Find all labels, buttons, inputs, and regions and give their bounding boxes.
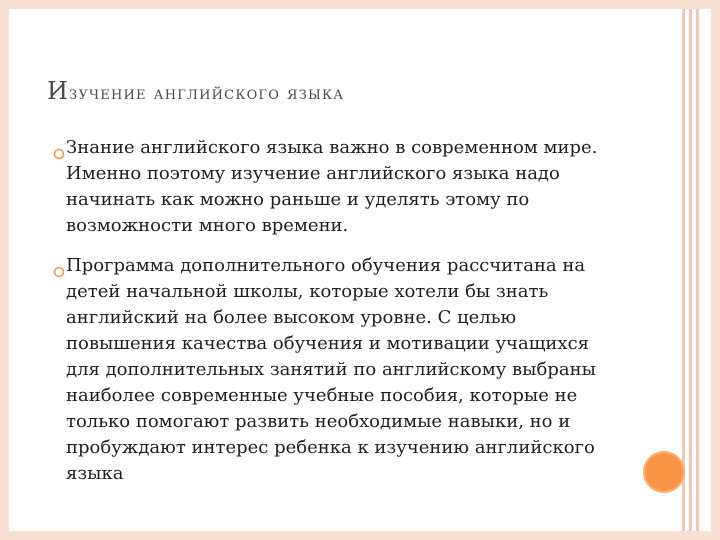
slide-title-first-letter: И [47,77,70,105]
slide [9,9,711,531]
orange-circle-decoration [643,451,685,493]
bullet-item-text: Знание английского языка важно в современном мире. Именно поэтому изучение английского языка надо начинать как можно раньше и уделять этому по возможности много времени. [66,137,598,236]
slide-title-rest: зучение английского языка [69,83,345,104]
decorative-stripe [689,9,692,531]
decorative-stripe [682,9,685,531]
slide-title [47,77,344,105]
decorative-stripe [696,9,699,531]
bullet-item-text: Программа дополнительного обучения рассчитана на детей начальной школы, которые хотели бы знать английский на более высоком уровне. С целью повышения качества обучения и мотивации учащихся для дополнительных занятий по английскому выбраны наиболее современные учебные пособия, которые не только помогают развить необходимые навыки, но и пробуждают интерес ребенка к изучению английского языка [66,255,596,484]
